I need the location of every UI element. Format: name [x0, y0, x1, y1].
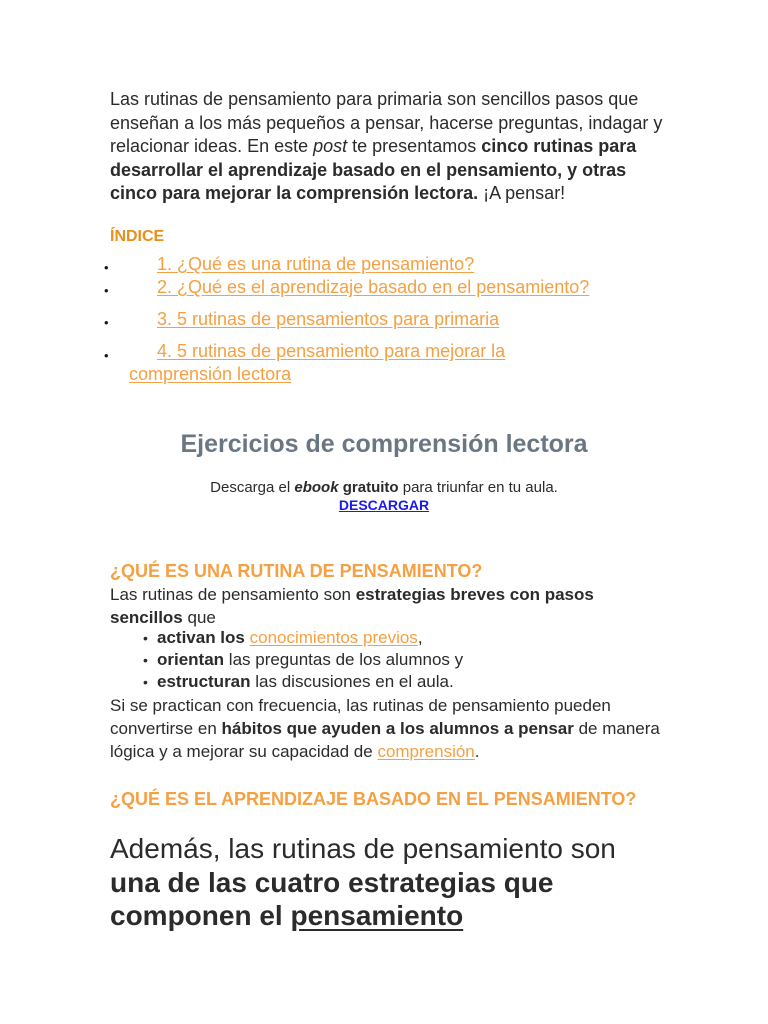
intro-text-2: te presentamos: [347, 136, 482, 156]
p1-text: Las rutinas de pensamiento son: [110, 585, 356, 604]
comprension-link[interactable]: comprensión: [377, 742, 475, 761]
indice-title: ÍNDICE: [110, 228, 165, 245]
list-item: [143, 627, 463, 649]
section1-paragraph-1: [110, 583, 670, 629]
download-button[interactable]: DESCARGAR: [338, 497, 430, 513]
ebook-sub-text-2: para triunfar en tu aula.: [398, 479, 558, 496]
p1-bold: estrategias breves con pasos sencillos: [110, 585, 594, 627]
toc-bullet: •: [104, 260, 109, 275]
section1-bullet-list: [143, 627, 463, 693]
p2-end: .: [474, 742, 480, 761]
conocimientos-previos-link[interactable]: conocimientos previos: [249, 628, 418, 647]
ebook-sub-text: Descarga el: [210, 479, 295, 496]
ebook-sub-gratuito: gratuito: [338, 479, 399, 496]
toc-item-3[interactable]: 3. 5 rutinas de pensamientos para primaria: [157, 309, 500, 329]
toc-bullet: •: [104, 348, 109, 363]
bullet-bold: orientan: [157, 650, 225, 669]
intro-text-3: ¡A pensar!: [478, 183, 566, 203]
bullet-dot: •: [143, 674, 148, 690]
p1-text-2: que: [182, 608, 216, 627]
bullet-rest: las discusiones en el aula.: [250, 672, 454, 691]
bullet-rest: las preguntas de los alumnos y: [224, 650, 464, 669]
toc-item-4[interactable]: 4. 5 rutinas de pensamiento para mejorar la: [157, 341, 506, 361]
pensamiento-link[interactable]: pensamiento: [290, 900, 464, 931]
bullet-dot: •: [143, 652, 148, 668]
intro-paragraph: [110, 88, 670, 206]
section1-paragraph-2: [110, 694, 670, 763]
bullet-dot: •: [143, 630, 148, 646]
big-text: Además, las rutinas de pensamiento son: [110, 833, 616, 864]
toc-bullet: •: [104, 315, 109, 330]
intro-bold: cinco rutinas para desarrollar el aprendizaje basado en el pensamiento, y otras cinco para mejorar la comprensión lectora.: [110, 136, 637, 203]
section-heading-aprendizaje: ¿QUÉ ES EL APRENDIZAJE BASADO EN EL PENSAMIENTO?: [110, 789, 637, 809]
ebook-subtitle: [0, 479, 768, 496]
section2-large-paragraph: [110, 832, 670, 933]
bullet-rest: ,: [417, 628, 423, 647]
bullet-bold: estructuran: [157, 672, 251, 691]
toc-item-4-cont[interactable]: comprensión lectora: [129, 364, 292, 384]
section-heading-rutina: ¿QUÉ ES UNA RUTINA DE PENSAMIENTO?: [110, 561, 483, 581]
p2-text-2: de manera lógica y a mejorar su capacidad de: [110, 719, 660, 761]
intro-post-italic: post: [313, 136, 348, 156]
list-item: [143, 671, 463, 693]
big-bold: una de las cuatro estrategias que componen el: [110, 866, 554, 931]
toc-item-1[interactable]: 1. ¿Qué es una rutina de pensamiento?: [157, 254, 475, 274]
download-button-wrap: [0, 497, 768, 513]
toc-item-2[interactable]: 2. ¿Qué es el aprendizaje basado en el pensamiento?: [157, 277, 590, 297]
p2-text: Si se practican con frecuencia, las rutinas de pensamiento pueden convertirse en: [110, 696, 611, 738]
toc-bullet: •: [104, 283, 109, 298]
ebook-sub-ebook: ebook: [294, 479, 339, 496]
list-item: [143, 649, 463, 671]
bullet-bold: activan los: [157, 628, 250, 647]
intro-text: Las rutinas de pensamiento para primaria son sencillos pasos que enseñan a los más pequeños a pensar, hacerse preguntas, indagar y relacionar ideas. En este: [110, 89, 663, 156]
p2-bold: hábitos que ayuden a los alumnos a pensar: [221, 719, 574, 738]
ebook-title: Ejercicios de comprensión lectora: [180, 430, 588, 458]
